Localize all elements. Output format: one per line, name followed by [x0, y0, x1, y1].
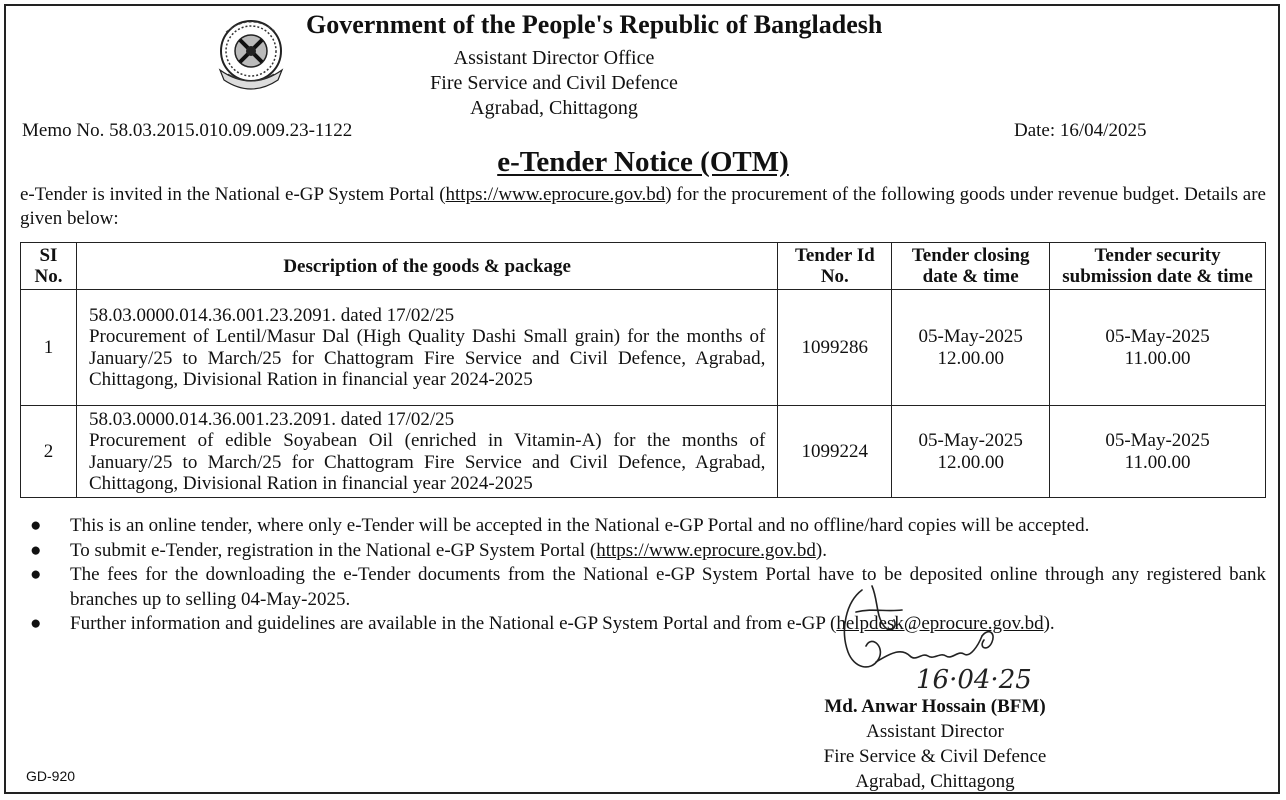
row-description-text: Procurement of edible Soyabean Oil (enriched in Vitamin-A) for the months of January/25 to March/25 for Chattogram Fire Service and Civil Defence, Agrabad, Chittagong, Divisional Ration in financial year 2024-2025 [88, 430, 766, 494]
col-header-description: Description of the goods & package [76, 243, 777, 290]
row-closing-date: 05-May-2025 [918, 326, 1023, 347]
col-header-tender-id-line1: Tender Id [794, 245, 875, 266]
col-header-security-line2: submission date & time [1062, 266, 1253, 287]
signer-name-text: Md. Anwar Hossain (BFM) [824, 696, 1046, 717]
row-closing [892, 290, 1050, 406]
bullet-text-after: ). [815, 539, 827, 561]
department-name: Fire Service and Civil Defence [430, 72, 678, 94]
row-description [76, 406, 777, 498]
bullet-text-before: Further information and guidelines are available in the National e-GP System Portal and from e-GP ( [70, 613, 837, 634]
fire-service-emblem [208, 10, 294, 96]
bullet-text-before: To submit e-Tender, registration in the National e-GP System Portal ( [70, 539, 597, 561]
row-sl: 2 [21, 406, 77, 498]
intro-text-before: e-Tender is invited in the National e-GP System Portal ( [20, 184, 446, 205]
eprocure-link[interactable]: https://www.eprocure.gov.bd [445, 184, 666, 205]
col-header-security-line1: Tender security [1094, 245, 1221, 266]
list-item [30, 514, 1266, 539]
intro-paragraph [20, 183, 1266, 231]
row-tender-id: 1099224 [778, 406, 892, 498]
tender-table [20, 242, 1266, 498]
office-location: Agrabad, Chittagong [470, 97, 638, 119]
bullet-icon: ● [30, 539, 42, 561]
signer-organization: Fire Service & Civil Defence [823, 746, 1047, 767]
bullet-text: This is an online tender, where only e-Tender will be accepted in the National e-GP Portal and no offline/hard copies will be accepted. [70, 515, 1090, 536]
row-closing-time: 12.00.00 [937, 347, 1004, 369]
list-item [30, 539, 1266, 564]
government-title: Government of the People's Republic of Bangladesh [306, 10, 883, 39]
row-reference: 58.03.0000.014.36.001.23.2091. dated 17/02/25 [88, 304, 455, 326]
bullet-text: The fees for the downloading the e-Tender documents from the National e-GP System Portal have to be deposited online through any registered bank branches up to selling 04-May-2025. [70, 564, 1266, 610]
col-header-sl-line2: No. [34, 266, 63, 287]
bullet-icon: ● [30, 564, 42, 585]
list-item [30, 612, 1266, 637]
helpdesk-email-link[interactable]: helpdesk@eprocure.gov.bd [836, 613, 1044, 634]
signer-place: Agrabad, Chittagong [855, 771, 1015, 792]
list-item [30, 563, 1266, 612]
table-row [21, 406, 1266, 498]
row-closing-date: 05-May-2025 [918, 430, 1023, 451]
row-closing-time: 12.00.00 [937, 451, 1004, 473]
col-header-tender-id [778, 243, 892, 290]
row-security-date: 05-May-2025 [1105, 430, 1210, 451]
footer-code: GD-920 [26, 768, 76, 784]
col-header-security [1050, 243, 1266, 290]
row-closing [892, 406, 1050, 498]
memo-number: Memo No. 58.03.2015.010.09.009.23-1122 [22, 120, 353, 141]
bullet-list [30, 514, 1266, 637]
handwritten-signature [832, 582, 1062, 702]
bullet-text-after: ). [1043, 613, 1055, 634]
row-description-text: Procurement of Lentil/Masur Dal (High Quality Dashi Small grain) for the months of January/25 to March/25 for Chattogram Fire Service and Civil Defence, Agrabad, Chittagong, Divisional Ration in financial year 2024-2025 [88, 326, 766, 390]
col-header-sl-line1: SI [39, 245, 58, 266]
bullet-icon: ● [30, 515, 42, 536]
col-header-closing [892, 243, 1050, 290]
notice-date: Date: 16/04/2025 [1014, 120, 1147, 141]
row-security-time: 11.00.00 [1124, 451, 1191, 473]
col-header-closing-line1: Tender closing [911, 245, 1030, 266]
row-security [1050, 290, 1266, 406]
notice-title: e-Tender Notice (OTM) [497, 146, 789, 178]
signature-date: 16·04·25 [916, 665, 1032, 695]
notice-title-wrap [0, 146, 1286, 179]
col-header-sl [21, 243, 77, 290]
eprocure-link[interactable]: https://www.eprocure.gov.bd [596, 539, 816, 561]
row-description [76, 290, 777, 406]
signer-name [790, 694, 1080, 719]
row-security-time: 11.00.00 [1124, 347, 1191, 369]
row-reference: 58.03.0000.014.36.001.23.2091. dated 17/02/25 [88, 408, 455, 430]
intro-text-after: ) for the procurement of the following goods under revenue budget. Details are given below: [20, 184, 1266, 229]
signer-designation: Assistant Director [866, 721, 1004, 742]
col-header-tender-id-line2: No. [820, 266, 849, 287]
row-security [1050, 406, 1266, 498]
col-header-closing-line2: date & time [922, 266, 1019, 287]
row-tender-id: 1099286 [778, 290, 892, 406]
table-row [21, 290, 1266, 406]
bullet-icon: ● [30, 613, 42, 634]
row-security-date: 05-May-2025 [1105, 326, 1210, 347]
office-name: Assistant Director Office [453, 47, 655, 69]
row-sl: 1 [21, 290, 77, 406]
table-header-row [21, 243, 1266, 290]
